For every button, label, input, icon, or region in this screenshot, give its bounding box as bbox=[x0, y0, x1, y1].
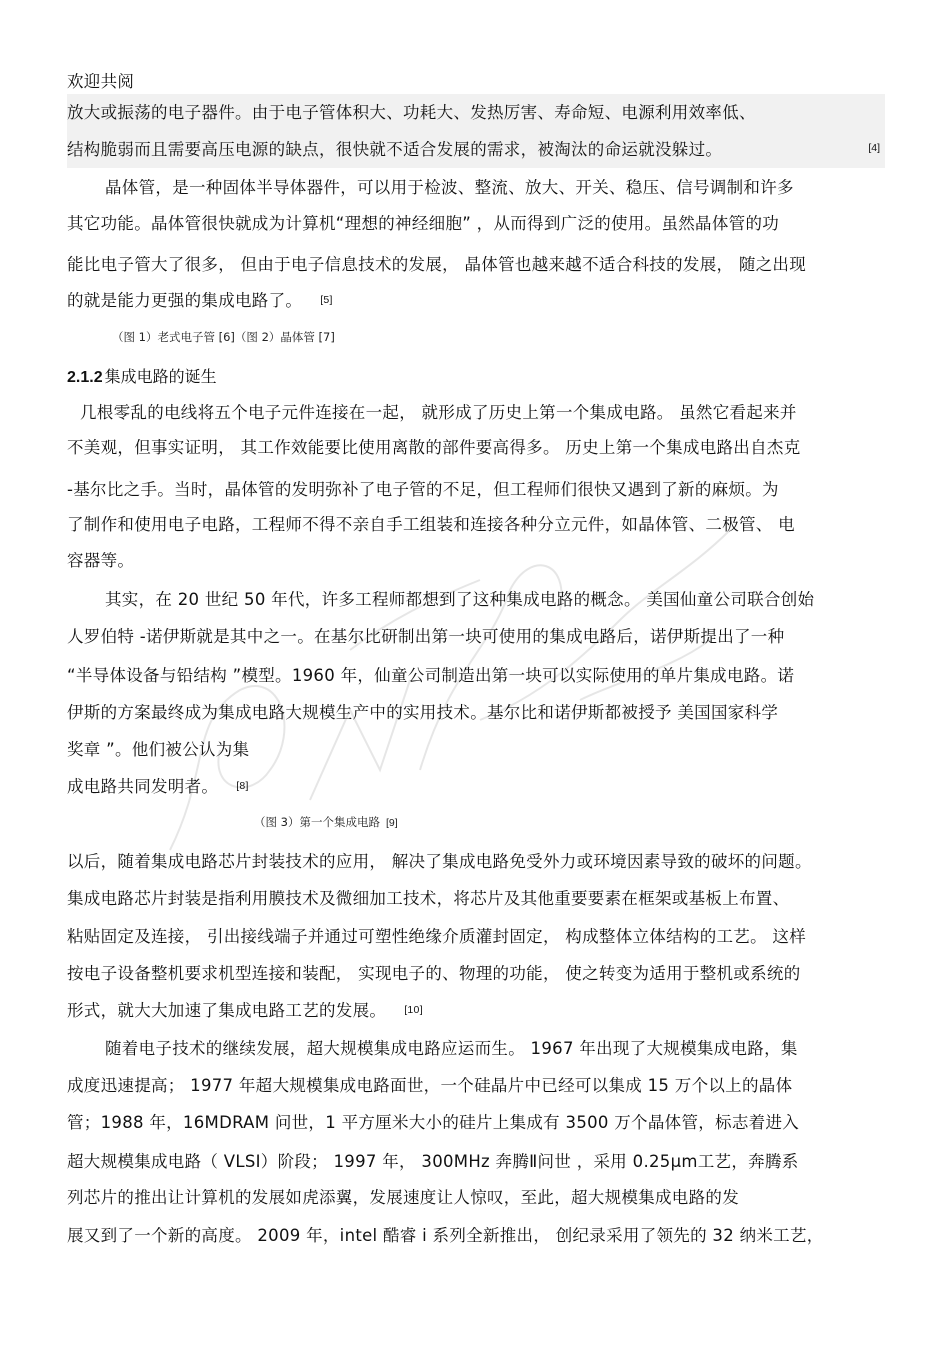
text-line: 列芯片的推出让计算机的发展如虎添翼，发展速度让人惊叹，至此，超大规模集成电路的发 bbox=[67, 1188, 739, 1207]
text-line: 随着电子技术的继续发展，超大规模集成电路应运而生。 1967 年出现了大规模集成电路，集 bbox=[105, 1039, 798, 1058]
text-line: 奖章 ”。他们被公认为集 bbox=[67, 740, 250, 759]
page-header: 欢迎共阅 bbox=[67, 72, 135, 91]
text-line: 展又到了一个新的高度。 2009 年，intel 酷睿 i 系列全新推出， 创纪录采用了领先的 32 纳米工艺， bbox=[67, 1226, 824, 1245]
text-line: 成度迅速提高； 1977 年超大规模集成电路面世，一个硅晶片中已经可以集成 15 万个以上的晶体 bbox=[67, 1076, 793, 1095]
reference-mark: [9] bbox=[385, 817, 398, 829]
text-line: 伊斯的方案最终成为集成电路大规模生产中的实用技术。基尔比和诺伊斯都被授予 美国国家科学 bbox=[67, 703, 779, 722]
text-line: 按电子设备整机要求机型连接和装配， 实现电子的、物理的功能， 使之转变为适用于整机或系统的 bbox=[67, 964, 801, 983]
reference-mark: [10] bbox=[404, 1004, 423, 1016]
text-line bbox=[67, 289, 333, 312]
text-line: 其实，在 20 世纪 50 年代，许多工程师都想到了这种集成电路的概念。 美国仙童公司联合创始 bbox=[105, 590, 815, 609]
text-line: 几根零乱的电线将五个电子元件连接在一起， 就形成了历史上第一个集成电路。 虽然它看起来并 bbox=[80, 403, 797, 422]
section-number: 2.1.2 bbox=[67, 369, 103, 386]
text-line: 结构脆弱而且需要高压电源的缺点，很快就不适合发展的需求，被淘汰的命运就没躲过。 bbox=[67, 140, 723, 159]
text-line: 晶体管，是一种固体半导体器件，可以用于检波、整流、放大、开关、稳压、信号调制和许多 bbox=[105, 178, 794, 197]
text-line: 人罗伯特 -诺伊斯就是其中之一。在基尔比研制出第一块可使用的集成电路后，诺伊斯提出了一种 bbox=[67, 627, 785, 646]
figure-caption: （图 1）老式电子管 [6]（图 2）晶体管 [7] bbox=[112, 330, 335, 344]
text-content: 的就是能力更强的集成电路了。 bbox=[67, 291, 303, 310]
text-line: 以后，随着集成电路芯片封装技术的应用， 解决了集成电路免受外力或环境因素导致的破坏的问题。 bbox=[67, 852, 812, 871]
text-line: 不美观，但事实证明， 其工作效能要比使用离散的部件要高得多。 历史上第一个集成电路出自杰克 bbox=[67, 438, 801, 457]
reference-mark: [5] bbox=[320, 294, 333, 306]
figure-caption bbox=[254, 814, 398, 831]
text-line: 容器等。 bbox=[67, 551, 135, 570]
text-line: -基尔比之手。当时，晶体管的发明弥补了电子管的不足，但工程师们很快又遇到了新的麻烦。为 bbox=[67, 480, 779, 499]
text-line: 放大或振荡的电子器件。由于电子管体积大、功耗大、发热厉害、寿命短、电源利用效率低、 bbox=[67, 103, 756, 122]
text-line: 了制作和使用电子电路，工程师不得不亲自手工组装和连接各种分立元件，如晶体管、二极管、 电 bbox=[67, 515, 795, 534]
section-heading bbox=[67, 366, 217, 389]
text-line: 管；1988 年，16MDRAM 问世，1 平方厘米大小的硅片上集成有 3500 万个晶体管，标志着进入 bbox=[67, 1113, 800, 1132]
text-line: 能比电子管大了很多， 但由于电子信息技术的发展， 晶体管也越来越不适合科技的发展， 随之出现 bbox=[67, 255, 807, 274]
section-title: 集成电路的诞生 bbox=[104, 367, 217, 386]
caption-text: （图 3）第一个集成电路 bbox=[254, 815, 380, 829]
reference-mark: [8] bbox=[236, 780, 249, 792]
text-line: 集成电路芯片封装是指利用膜技术及微细加工技术，将芯片及其他重要要素在框架或基板上布置、 bbox=[67, 889, 790, 908]
text-line: 其它功能。晶体管很快就成为计算机“理想的神经细胞” ，从而得到广泛的使用。虽然晶体管的功 bbox=[67, 214, 780, 233]
text-line: 超大规模集成电路（ VLSI）阶段； 1997 年， 300MHz 奔腾Ⅱ问世 ，采用 0.25μm工艺，奔腾系 bbox=[67, 1152, 799, 1171]
reference-mark: [4] bbox=[868, 142, 880, 154]
text-line bbox=[67, 775, 249, 798]
text-line: “半导体设备与铅结构 ”模型。1960 年，仙童公司制造出第一块可以实际使用的单片集成电路。诺 bbox=[67, 666, 795, 685]
text-content: 成电路共同发明者。 bbox=[67, 777, 219, 796]
text-line bbox=[67, 999, 423, 1022]
text-content: 形式，就大大加速了集成电路工艺的发展。 bbox=[67, 1001, 387, 1020]
text-line: 粘贴固定及连接， 引出接线端子并通过可塑性绝缘介质灌封固定， 构成整体立体结构的工艺。 这样 bbox=[67, 927, 807, 946]
